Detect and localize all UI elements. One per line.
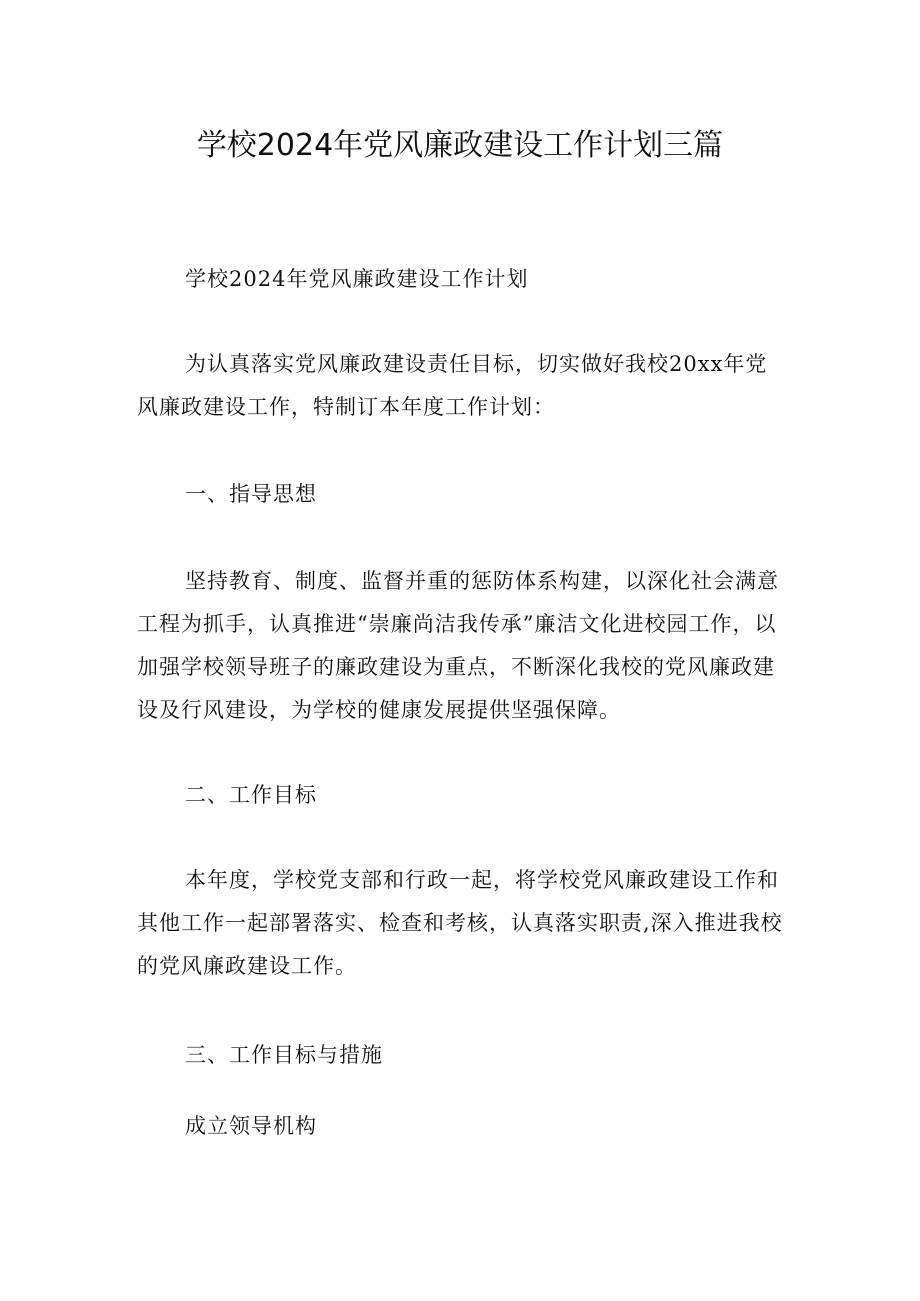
section-heading-guiding-ideology: 一、指导思想 <box>185 482 317 506</box>
section-heading-work-goals: 二、工作目标 <box>185 783 317 807</box>
section-subheading-establish-leadership: 成立领导机构 <box>185 1114 317 1138</box>
section-body-work-goals: 本年度，学校党支部和行政一起，将学校党风廉政建设工作和其他工作一起部署落实、检查和考核，认真落实职责,深入推进我校的党风廉政建设工作。 <box>137 868 783 978</box>
document-title: 学校2024年党风廉政建设工作计划三篇 <box>196 128 724 163</box>
section-heading-goals-measures: 三、工作目标与措施 <box>185 1043 383 1067</box>
document-subtitle: 学校2024年党风廉政建设工作计划 <box>185 267 529 291</box>
intro-paragraph: 为认真落实党风廉政建设责任目标，切实做好我校20xx年党风廉政建设工作，特制订本年度工作计划： <box>137 352 768 419</box>
section-body-guiding-ideology: 坚持教育、制度、监督并重的惩防体系构建，以深化社会满意工程为抓手，认真推进“崇廉尚洁我传承”廉洁文化进校园工作，以加强学校领导班子的廉政建设为重点，不断深化我校的党风廉政建设及行风建设，为学校的健康发展提供坚强保障。 <box>137 569 779 722</box>
